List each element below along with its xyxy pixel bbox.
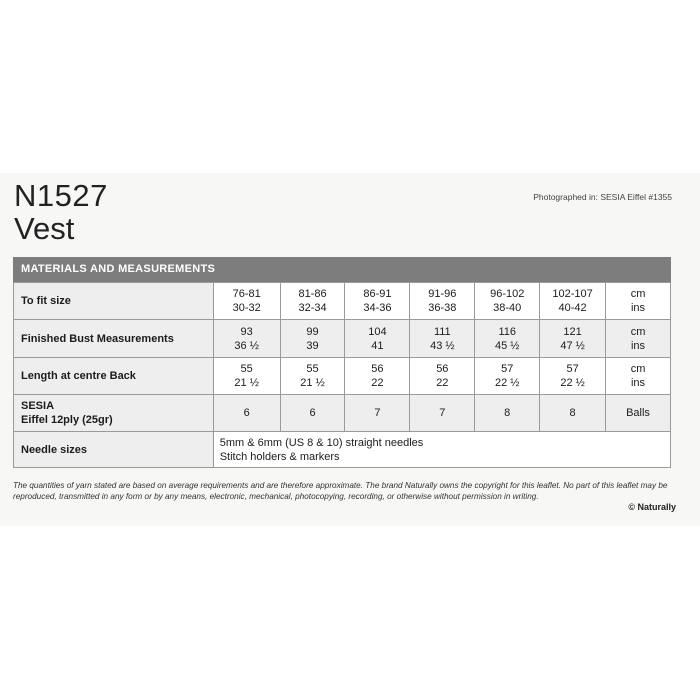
table-cell: 91-96 36-38 — [410, 283, 475, 320]
table-cell: 102-107 40-42 — [540, 283, 606, 320]
measurements-table — [13, 282, 671, 468]
row-label: Needle sizes — [14, 432, 214, 468]
table-cell: 116 45 ½ — [475, 320, 540, 358]
table-cell: 111 43 ½ — [410, 320, 475, 358]
table-row — [14, 432, 671, 468]
table-cell: 7 — [410, 395, 475, 432]
table-cell: 55 21 ½ — [213, 358, 280, 395]
table-cell: 6 — [213, 395, 280, 432]
row-label: Finished Bust Measurements — [14, 320, 214, 358]
table-cell: 121 47 ½ — [540, 320, 606, 358]
table-cell: 55 21 ½ — [280, 358, 345, 395]
table-cell: 56 22 — [410, 358, 475, 395]
copyright-mark: © Naturally — [628, 502, 676, 512]
photographed-in-note: Photographed in: SESIA Eiffel #1355 — [533, 192, 672, 202]
table-cell: 93 36 ½ — [213, 320, 280, 358]
table-row — [14, 358, 671, 395]
table-cell: 7 — [345, 395, 410, 432]
row-label: Length at centre Back — [14, 358, 214, 395]
table-cell: 81-86 32-34 — [280, 283, 345, 320]
copyright-footnote: The quantities of yarn stated are based on average requirements and are therefore approximate. The brand Naturally owns the copyright for this leaflet. No part of this leaflet may be reproduced, transmitted in any form or by any means, electronic, mechanical, photocopying, recording, or otherwise without permission in writing. — [13, 481, 668, 501]
table-cell: 57 22 ½ — [475, 358, 540, 395]
unit-cell: cm ins — [606, 320, 671, 358]
table-cell: 76-81 30-32 — [213, 283, 280, 320]
table-cell: 99 39 — [280, 320, 345, 358]
pattern-name: Vest — [14, 211, 75, 246]
pattern-code: N1527 — [14, 178, 108, 213]
unit-cell: cm ins — [606, 283, 671, 320]
table-cell: 8 — [540, 395, 606, 432]
table-cell: 57 22 ½ — [540, 358, 606, 395]
row-label: To fit size — [14, 283, 214, 320]
section-header: MATERIALS AND MEASUREMENTS — [13, 257, 671, 282]
unit-cell: Balls — [606, 395, 671, 432]
unit-cell: cm ins — [606, 358, 671, 395]
table-cell: 96-102 38-40 — [475, 283, 540, 320]
table-cell: 104 41 — [345, 320, 410, 358]
table-row — [14, 283, 671, 320]
table-row — [14, 395, 671, 432]
table-cell: 86-91 34-36 — [345, 283, 410, 320]
needle-cell: 5mm & 6mm (US 8 & 10) straight needles Stitch holders & markers — [213, 432, 670, 468]
table-cell: 6 — [280, 395, 345, 432]
table-cell: 8 — [475, 395, 540, 432]
table-row — [14, 320, 671, 358]
row-label: SESIA Eiffel 12ply (25gr) — [14, 395, 214, 432]
table-cell: 56 22 — [345, 358, 410, 395]
